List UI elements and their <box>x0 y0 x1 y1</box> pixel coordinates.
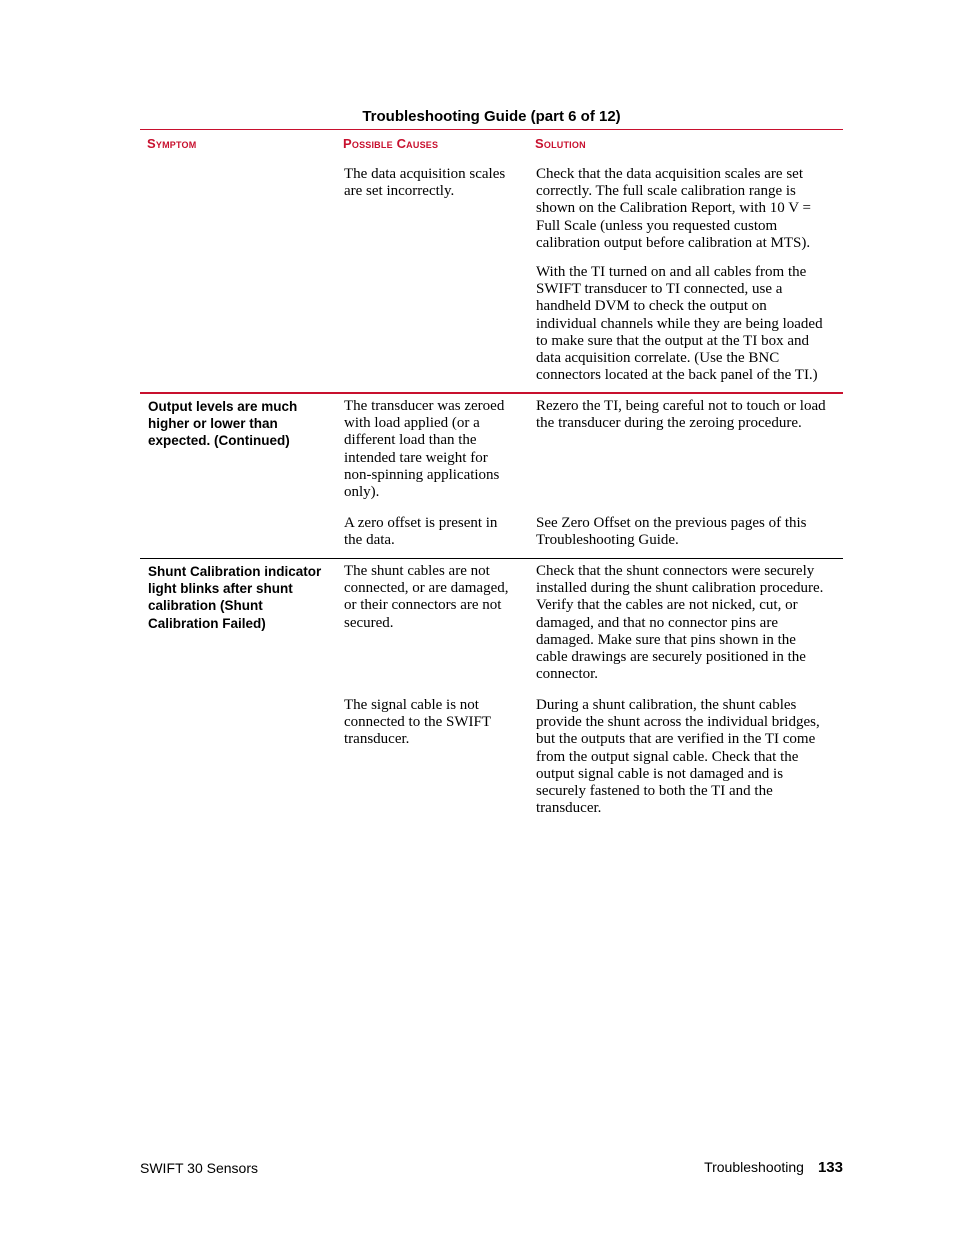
text-line: The data acquisition scales <box>344 166 506 182</box>
text-line: damaged, and that no connector pins are <box>536 614 778 631</box>
row-divider <box>140 558 843 559</box>
solution-shunt-calibration-cables <box>536 697 820 817</box>
text-line: from the output signal cable. Check that the <box>536 748 799 765</box>
text-line: expected. (Continued) <box>148 433 290 449</box>
text-line: Check that the data acquisition scales are set <box>536 166 803 182</box>
text-line: Shunt Calibration indicator <box>148 564 322 579</box>
text-line: calibration output before calibration at MTS). <box>536 234 811 251</box>
cause-signal-cable <box>344 697 491 749</box>
text-line: Full Scale (unless you requested custom <box>536 217 778 234</box>
text-line: higher or lower than <box>148 416 278 432</box>
text-line: or their connectors are not <box>344 597 502 614</box>
text-line: transducer. <box>536 800 602 817</box>
table-title: Troubleshooting Guide (part 6 of 12) <box>362 108 621 125</box>
text-line: intended tare weight for <box>344 449 488 466</box>
text-line: transducer. <box>344 731 410 748</box>
text-line: connected to the SWIFT <box>344 714 492 731</box>
text-line: different load than the <box>344 432 477 449</box>
text-line: cable drawings are securely positioned in the <box>536 649 806 666</box>
text-line: only). <box>344 484 380 501</box>
cause-data-acquisition-scales <box>344 166 505 200</box>
text-line: are set incorrectly. <box>344 183 455 200</box>
row-divider <box>140 392 843 394</box>
text-line: light blinks after shunt <box>148 581 293 597</box>
solution-check-shunt-connectors <box>536 563 823 683</box>
text-line: Rezero the TI, being careful not to touch or load <box>536 398 826 414</box>
footer-section-name: Troubleshooting <box>704 1159 804 1175</box>
page-number: 133 <box>817 1159 843 1176</box>
text-line: Troubleshooting Guide. <box>536 532 679 549</box>
symptom-shunt-calibration <box>148 563 321 632</box>
cause-shunt-cables <box>344 563 509 632</box>
text-line: During a shunt calibration, the shunt cables <box>536 697 797 713</box>
text-line: the transducer during the zeroing procedure. <box>536 415 802 432</box>
solution-rezero <box>536 398 826 432</box>
text-line: with load applied (or a <box>344 415 480 432</box>
text-line: Verify that the cables are not nicked, cut, or <box>536 597 798 614</box>
text-line: output signal cable is not damaged and is <box>536 765 784 782</box>
text-line: data acquisition correlate. (Use the BNC <box>536 350 780 367</box>
text-line: connectors located at the back panel of the TI.) <box>536 367 818 384</box>
text-line: connected, or are damaged, <box>344 580 509 597</box>
text-line: correctly. The full scale calibration range is <box>536 183 796 200</box>
solution-dvm-check <box>536 264 823 384</box>
text-line: handheld DVM to check the output on <box>536 298 767 315</box>
text-line: The shunt cables are not <box>344 563 490 579</box>
text-line: installed during the shunt calibration procedure. <box>536 580 824 597</box>
solution-see-zero-offset <box>536 515 807 549</box>
footer-product-name: SWIFT 30 Sensors <box>140 1160 259 1176</box>
text-line: secured. <box>344 614 394 631</box>
text-line: Output levels are much <box>148 399 298 414</box>
text-line: See Zero Offset on the previous pages of this <box>536 515 807 531</box>
header-symptom: Symptom <box>147 136 197 151</box>
text-line: The signal cable is not <box>344 697 479 713</box>
text-line: SWIFT transducer to TI connected, use a <box>536 281 783 298</box>
text-line: connector. <box>536 666 599 683</box>
text-line: shown on the Calibration Report, with 10 V = <box>536 200 811 217</box>
text-line: individual channels while they are being loaded <box>536 315 823 332</box>
text-line: calibration (Shunt <box>148 598 263 614</box>
text-line: A zero offset is present in <box>344 515 498 531</box>
text-line: The transducer was zeroed <box>344 398 505 414</box>
text-line: non-spinning applications <box>344 466 500 483</box>
text-line: the data. <box>344 532 395 549</box>
text-line: to make sure that the output at the TI box and <box>536 332 809 349</box>
footer-section <box>704 1159 843 1176</box>
header-possible-causes: Possible Causes <box>343 136 439 151</box>
symptom-output-levels <box>148 398 297 450</box>
text-line: securely fastened to both the TI and the <box>536 783 773 800</box>
cause-zero-offset <box>344 515 497 549</box>
text-line: damaged. Make sure that pins shown in the <box>536 631 796 648</box>
text-line: Check that the shunt connectors were securely <box>536 563 815 579</box>
text-line: but the outputs that are verified in the TI come <box>536 731 816 748</box>
text-line: Calibration Failed) <box>148 615 266 631</box>
text-line: With the TI turned on and all cables from the <box>536 264 807 280</box>
solution-check-scales <box>536 166 811 252</box>
cause-transducer-zeroed <box>344 398 504 501</box>
title-rule <box>140 129 843 130</box>
header-solution: Solution <box>535 136 586 151</box>
text-line: provide the shunt across the individual bridges, <box>536 714 820 731</box>
